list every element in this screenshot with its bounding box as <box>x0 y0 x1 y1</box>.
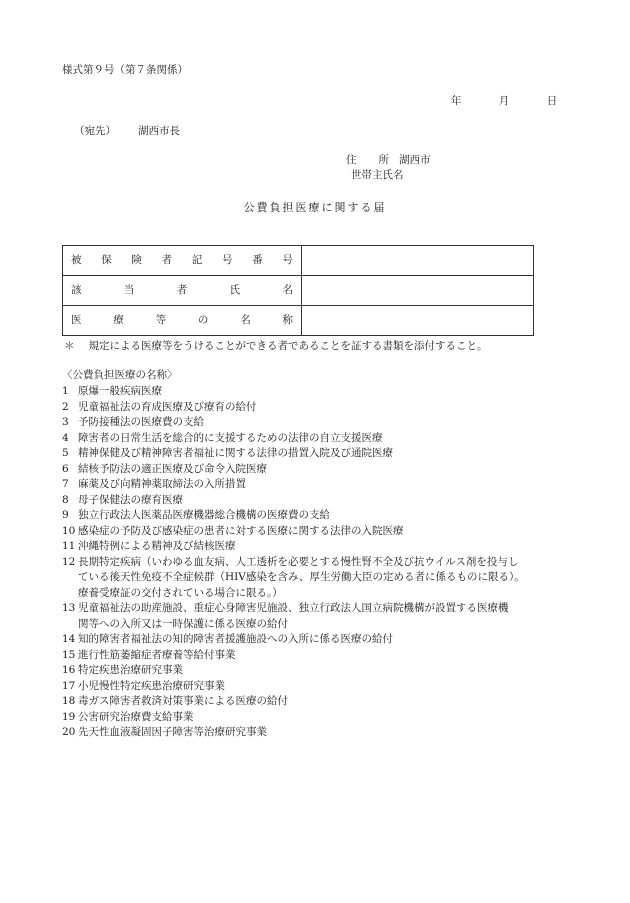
label-char: 険 <box>131 253 142 266</box>
table-row <box>63 276 534 306</box>
label-char: 番 <box>252 253 263 266</box>
item-text: 母子保健法の療育医療 <box>78 493 183 506</box>
list-item <box>62 679 582 695</box>
label-char: 号 <box>282 253 293 266</box>
item-text: ている後天性免疫不全症候群（HIV感染を含み、厚生労働大臣の定める者に係るものに限る）。 <box>78 571 525 583</box>
list-item <box>62 446 582 462</box>
address-label-2: 所 <box>378 154 389 166</box>
label-char: の <box>197 313 209 326</box>
item-number: 7 <box>62 478 69 490</box>
item-number: 14 <box>62 633 76 645</box>
item-number: 10 <box>62 524 76 537</box>
row-label <box>63 276 302 306</box>
date-day-label: 日 <box>546 95 558 107</box>
item-text: 児童福祉法の助産施設、重症心身障害児施設、独立行政法人国立病院機構が設置する医療機 <box>78 602 509 614</box>
address-label-1: 住 <box>346 154 357 166</box>
label-char: 該 <box>71 283 82 296</box>
item-number: 19 <box>62 710 76 723</box>
item-text: 結核予防法の適正医療及び命令入院医療 <box>78 462 267 475</box>
list-item <box>62 694 582 710</box>
item-number: 4 <box>62 431 69 444</box>
item-number: 20 <box>62 726 76 738</box>
label-char: 号 <box>222 253 233 266</box>
list-item <box>62 400 582 416</box>
label-char: 記 <box>191 253 203 266</box>
item-text: 小児慢性特定疾患治療研究事業 <box>78 679 225 692</box>
item-text: 障害者の日常生活を総合的に支援するための法律の自立支援医療 <box>78 431 383 444</box>
addressee-value: 湖西市長 <box>138 125 180 137</box>
label-char: 保 <box>101 253 112 266</box>
item-number: 5 <box>62 447 69 459</box>
item-number: 15 <box>62 648 76 661</box>
addressee-label: （宛先） <box>74 125 116 137</box>
item-text: 麻薬及び向精神薬取締法の入所措置 <box>78 478 246 490</box>
item-number: 9 <box>62 509 69 521</box>
item-text: 沖縄特例による精神及び結核医療 <box>78 540 236 552</box>
list-item <box>62 601 582 632</box>
item-text: 原爆一般疾病医療 <box>78 385 162 397</box>
item-number: 1 <box>62 385 69 397</box>
list-item <box>62 384 582 400</box>
applicant-name-label: 世帯主氏名 <box>351 169 404 181</box>
item-text: 進行性筋萎縮症者療養等給付事業 <box>78 648 236 661</box>
date-year-label: 年 <box>451 95 462 107</box>
list-item <box>62 648 582 664</box>
date-month-label: 月 <box>498 95 510 107</box>
item-number: 8 <box>62 493 69 506</box>
label-char: 氏 <box>229 283 241 296</box>
item-text: 公害研究治療費支給事業 <box>78 710 194 723</box>
item-text: 先天性血液凝固因子障害等治療研究事業 <box>78 726 267 738</box>
label-char: 等 <box>155 313 167 326</box>
list-item <box>62 539 582 555</box>
list-item <box>62 524 582 540</box>
label-char: 者 <box>176 283 188 296</box>
item-number: 11 <box>62 540 76 552</box>
item-text: 毒ガス障害者救済対策事業による医療の給付 <box>78 695 288 707</box>
item-number: 16 <box>62 664 76 676</box>
list-item <box>62 663 582 679</box>
label-char: 称 <box>282 313 293 326</box>
row-value-field[interactable] <box>302 306 534 336</box>
item-text: 精神保健及び精神障害者福祉に関する法律の措置入院及び通院医療 <box>78 447 393 459</box>
item-text: 知的障害者福祉法の知的障害者援護施設への入所に係る医療の給付 <box>78 633 393 645</box>
list-item <box>62 477 582 493</box>
list-item <box>62 632 582 648</box>
item-number: 17 <box>62 679 76 692</box>
note-text: 規定による医療等をうけることができる者であることを証する書類を添付すること。 <box>88 340 488 352</box>
label-char: 名 <box>240 313 251 326</box>
item-number: 18 <box>62 695 76 707</box>
table-row <box>63 306 534 336</box>
label-char: 被 <box>71 253 82 266</box>
list-item <box>62 493 582 509</box>
row-value-field[interactable] <box>302 246 534 276</box>
list-item <box>62 725 582 741</box>
list-item <box>62 462 582 478</box>
item-number: 12 <box>62 555 76 568</box>
medical-category-list <box>62 384 582 741</box>
item-text: 児童福祉法の育成医療及び療育の給付 <box>78 400 257 413</box>
row-label <box>63 306 302 336</box>
item-text: 独立行政法人医薬品医療機器総合機構の医療費の支給 <box>78 509 330 521</box>
date-line <box>451 95 557 109</box>
list-item <box>62 415 582 431</box>
note-mark: ＊ <box>64 340 75 352</box>
list-heading: 〈公費負担医療の名称〉 <box>62 369 178 381</box>
address-value: 湖西市 <box>399 154 431 166</box>
document-title: 公費負担医療に関する届 <box>243 201 387 214</box>
attachment-note <box>64 340 488 354</box>
item-number: 2 <box>62 400 69 413</box>
item-text: 関等への入所又は一時保護に係る医療の給付 <box>78 617 288 630</box>
label-char: 名 <box>282 283 293 296</box>
list-item <box>62 508 582 524</box>
label-char: 当 <box>123 283 135 296</box>
table-row <box>63 246 534 276</box>
item-number: 3 <box>62 416 69 428</box>
list-item <box>62 710 582 726</box>
item-text: 予防接種法の医療費の支給 <box>78 416 204 428</box>
item-text: 特定疾患治療研究事業 <box>78 664 183 676</box>
row-value-field[interactable] <box>302 276 534 306</box>
row-label <box>63 246 302 276</box>
label-char: 療 <box>113 313 124 326</box>
item-number: 6 <box>62 462 69 475</box>
list-item <box>62 555 582 602</box>
list-item <box>62 431 582 447</box>
label-char: 者 <box>161 253 173 266</box>
addressee <box>74 125 180 139</box>
applicant-address <box>346 154 431 168</box>
item-text: 長期特定疾病（いわゆる血友病、人工透析を必要とする慢性腎不全及び抗ウイルス剤を投与し <box>78 555 519 568</box>
item-number: 13 <box>62 602 76 614</box>
item-text: 療養受療証の交付されている場合に限る。） <box>78 586 283 599</box>
info-table <box>62 245 534 336</box>
item-text: 感染症の予防及び感染症の患者に対する医療に関する法律の入院医療 <box>78 524 404 537</box>
label-char: 医 <box>71 313 82 326</box>
form-number: 様式第９号（第７条関係） <box>62 64 188 76</box>
